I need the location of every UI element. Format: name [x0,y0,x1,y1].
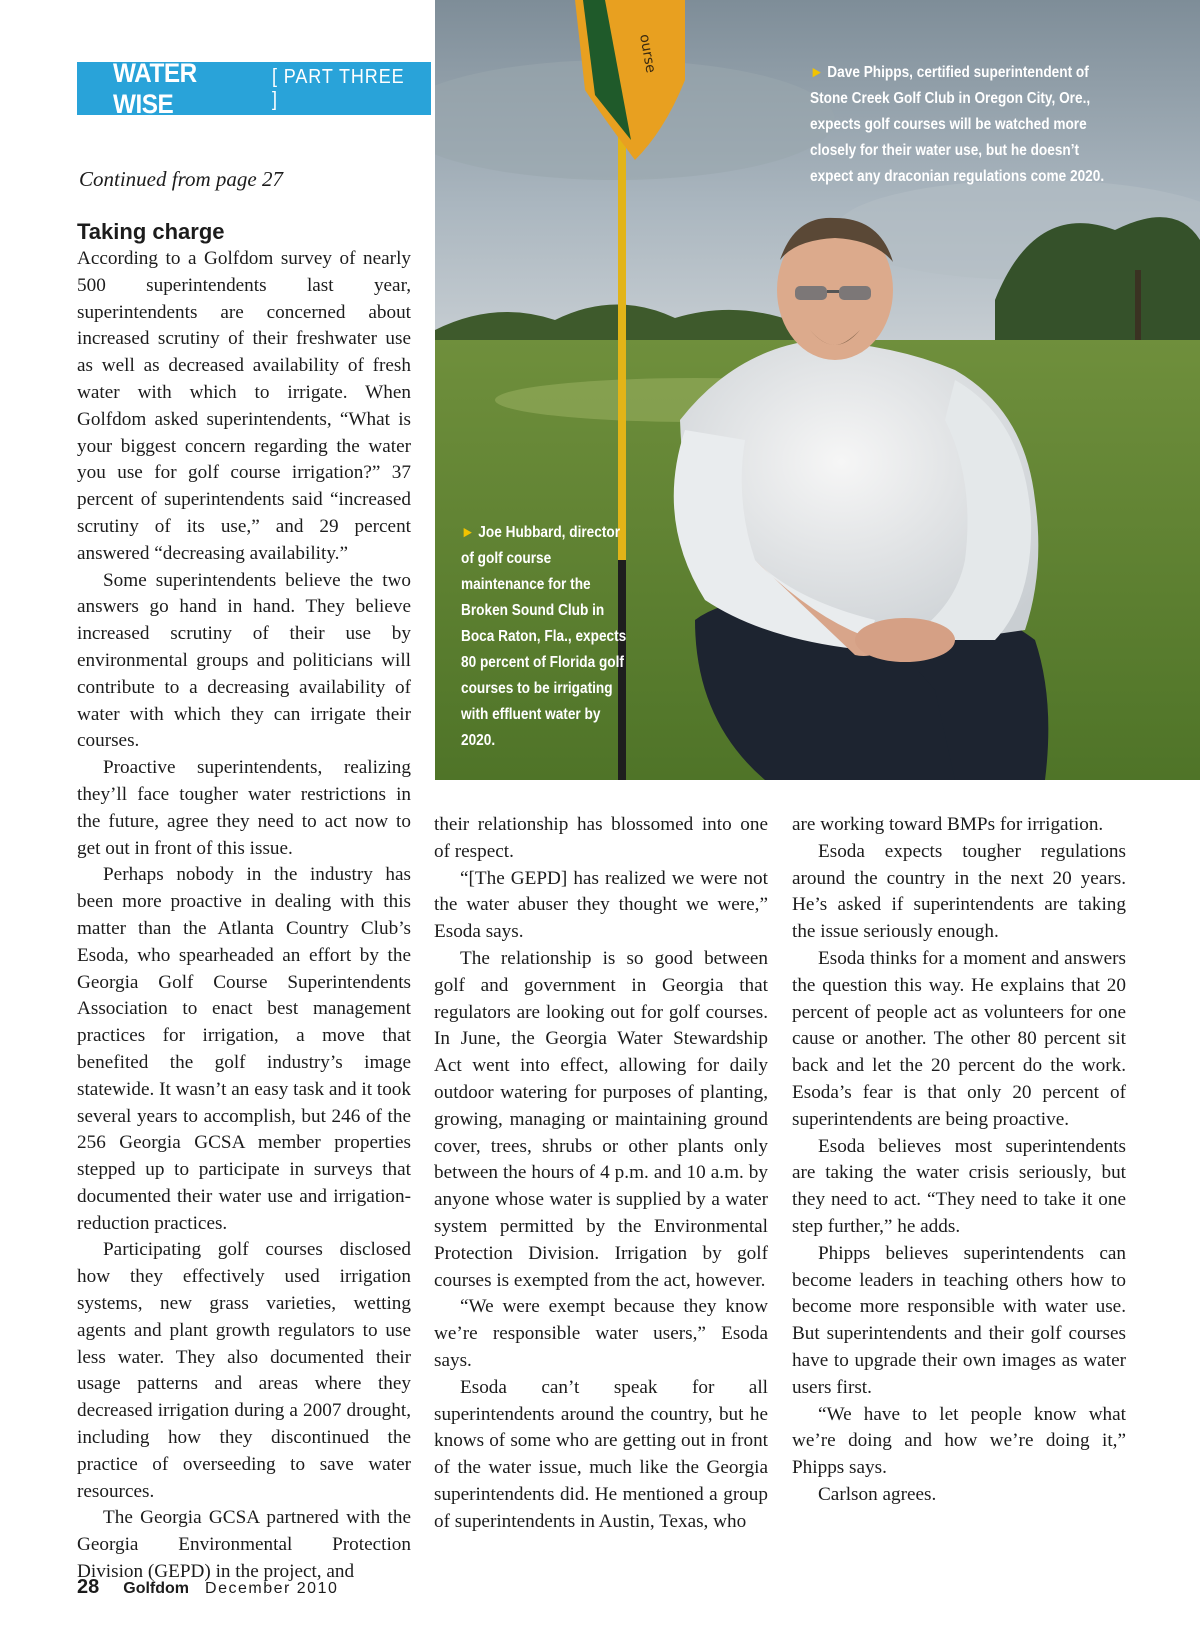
paragraph: “We were exempt because they know we’re responsible water users,” Esoda says. [434,1296,768,1371]
paragraph: “[The GEPD] has realized we were not the water abuser they thought we were,” Esoda says. [434,867,768,943]
paragraph: are working toward BMPs for irrigation. [792,814,1104,835]
caption-arrow-icon: ► [461,524,475,541]
paragraph: The Georgia GCSA partnered with the Georgia Environmental Protection Division (GEPD) in the project, and [77,1507,411,1583]
paragraph: Esoda expects tougher regulations around the country in the next 20 years. He’s asked if superintendents are taking the issue seriously enough. [792,840,1126,943]
continued-note: Continued from page 27 [79,167,283,191]
section-banner [77,57,431,119]
paragraph: Esoda can’t speak for all superintendents around the country, but he knows of some who are getting out in front of the water issue, much like the Georgia superintendents did. He mentioned a group of superintendents in Austin, Texas, who [434,1376,768,1532]
paragraph: Carlson agrees. [818,1483,937,1505]
caption-hubbard [461,520,628,754]
banner-title: WATER WISE [113,57,197,119]
caption-phipps-text: Dave Phipps, certified superintendent of Stone Creek Golf Club in Oregon City, Ore., expects golf courses will be watched more closely for their water use, but he doesn’t expect any draconian regulations come 2020. [810,64,1105,185]
section-heading: Taking charge [77,219,225,244]
issue-date: December 2010 [205,1580,339,1597]
paragraph: The relationship is so good between golf and government in Georgia that regulators are looking out for golf courses. In June, the Georgia Water Stewardship Act went into effect, allowing for daily outdoor watering for purposes of planting, growing, managing or maintaining ground cover, trees, shrubs or other plants only between the hours of 4 p.m. and 10 a.m. by anyone whose water is supplied by a water system permitted by the Environmental Protection Division. Irrigation by golf courses is exempted from the act, however. [434,947,768,1291]
paragraph: “We have to let people know what we’re doing and how we’re doing it,” Phipps says. [792,1403,1126,1479]
paragraph: According to a Golfdom survey of nearly 500 superintendents last year, superintendents are concerned about increased scrutiny of their freshwater use as well as decreased availability of fresh water with which to irrigate. When Golfdom asked superintendents, “What is your biggest concern regarding the water you use for golf course irrigation?” 37 percent of superintendents said “increased scrutiny of its use,” and 29 percent answered “decreasing availability.” [77,248,411,564]
page-footer [77,1576,338,1599]
paragraph: Esoda thinks for a moment and answers the question this way. He explains that 20 percent of people act as volunteers for one cause or another. The other 80 percent sit back and let the 20 percent do the work. Esoda’s fear is that only 20 percent of superintendents are being proactive. [792,947,1126,1130]
article-column-1 [77,218,411,1586]
caption-arrow-icon: ► [810,64,824,81]
caption-hubbard-text: Joe Hubbard, director of golf course maintenance for the Broken Sound Club in Boca Raton, Fla., expects 80 percent of Florida golf courses to be irrigating with effluent water by 2020. [461,524,627,749]
paragraph: Perhaps nobody in the industry has been more proactive in dealing with this matter than the Atlanta Country Club’s Esoda, who spearheaded an effort by the Georgia Golf Course Superintendents Association to enact best management practices for irrigation, a move that benefited the golf industry’s image statewide. It wasn’t an easy task and it took several years to accomplish, but 246 of the 256 Georgia GCSA member properties stepped up to participate in surveys that documented their water use and irrigation-reduction practices. [77,864,411,1234]
banner-part: [ PART THREE ] [272,65,405,111]
article-column-3 [792,812,1126,1509]
page-number: 28 [77,1576,100,1598]
flag-text: ourse [636,32,659,75]
paragraph: Participating golf courses disclosed how they effectively used irrigation systems, new grass varieties, wetting agents and plant growth regulators to use less water. They also documented their usage patterns and areas where they decreased irrigation during a 2007 drought, including how they discontinued the practice of overseeding to save water resources. [77,1239,411,1502]
article-column-2 [434,812,768,1536]
paragraph: Proactive superintendents, realizing they’ll face tougher water restrictions in the future, agree they need to act now to get out in front of this issue. [77,757,411,859]
paragraph: their relationship has blossomed into one of respect. [434,814,768,862]
paragraph: Some superintendents believe the two answers go hand in hand. They believe increased scrutiny of their use by environmental groups and politicians will contribute to a decreasing availability of water with which they can irrigate their courses. [77,569,411,752]
paragraph: Phipps believes superintendents can become leaders in teaching others how to become more responsible with water use. But superintendents and their golf courses have to upgrade their own images as water users first. [792,1242,1126,1398]
caption-phipps [810,60,1122,190]
paragraph: Esoda believes most superintendents are taking the water crisis seriously, but they need to act. “They need to take it one step further,” he adds. [792,1135,1126,1237]
magazine-name: Golfdom [123,1580,190,1597]
